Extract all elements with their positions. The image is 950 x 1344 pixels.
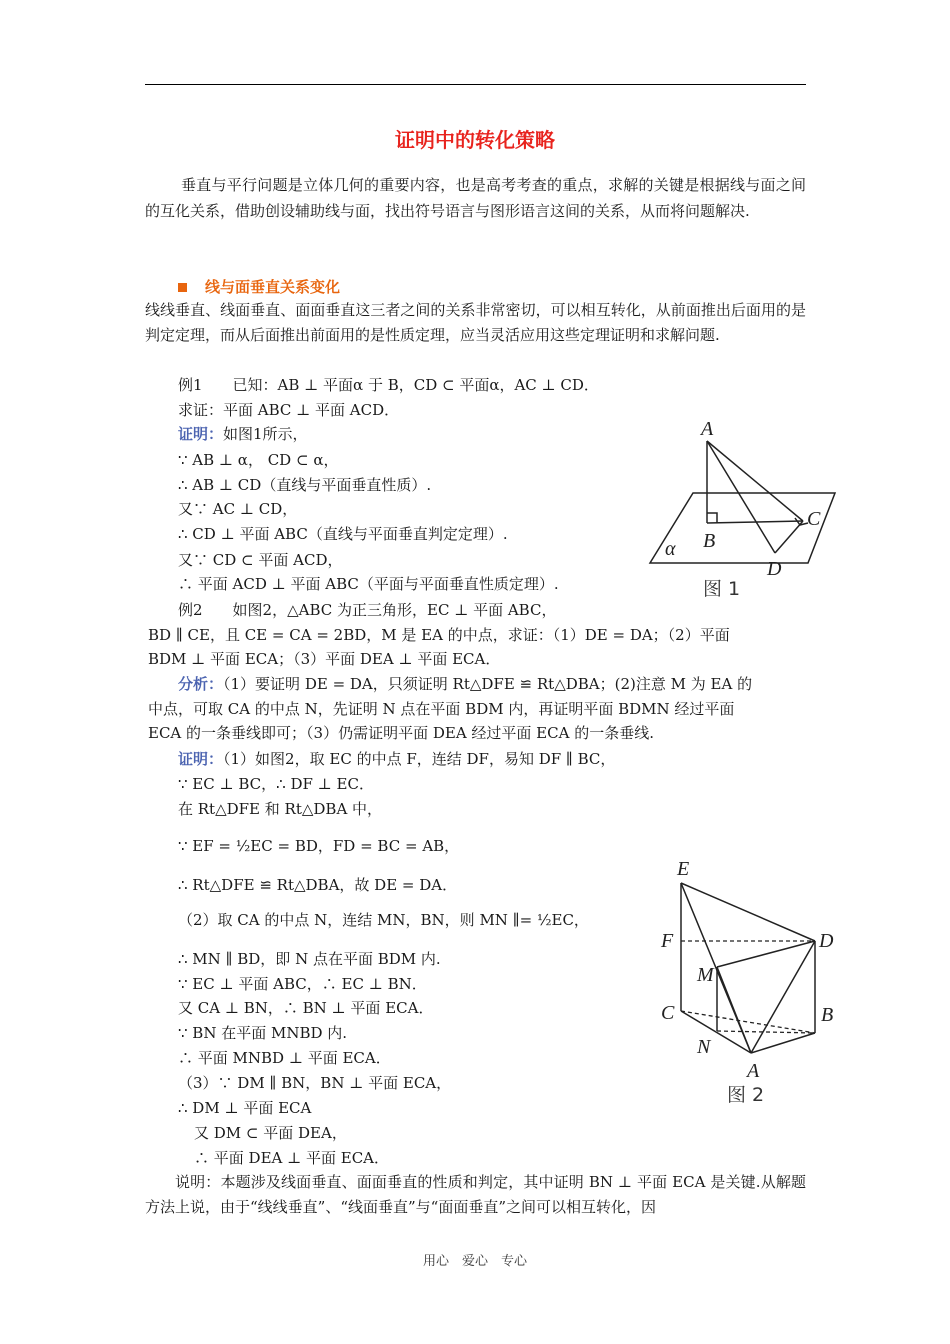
proof-text: ECA 的一条垂线即可；（3）仍需证明平面 DEA 经过平面 ECA 的一条垂线.	[148, 724, 654, 742]
proof-line	[178, 374, 599, 395]
proof-line	[178, 523, 508, 544]
proof-text: ∴ 平面 DEA ⊥ 平面 ECA．	[194, 1149, 390, 1167]
proof-text: （2）取 CA 的中点 N，连结 MN，BN，则 MN ∥= ½EC，	[178, 911, 589, 929]
proof-text: ∴ 平面 MNBD ⊥ 平面 ECA．	[178, 1049, 391, 1067]
proof-line	[178, 948, 441, 969]
section-title: 线与面垂直关系变化	[205, 278, 341, 296]
proof-text: ∴ AB ⊥ CD（直线与平面垂直性质）.	[178, 476, 432, 494]
figure-1	[645, 415, 840, 605]
fig2-caption: 图 2	[727, 1084, 765, 1106]
proof-text: （3）∵ DM ∥ BN，BN ⊥ 平面 ECA，	[178, 1074, 452, 1092]
proof-line	[178, 673, 752, 694]
proof-label: 分析：	[178, 675, 224, 693]
proof-label: 证明：	[178, 425, 224, 443]
proof-line	[194, 1147, 389, 1168]
fig1-label-D: D	[767, 558, 782, 580]
proof-line	[178, 874, 457, 895]
square-bullet-icon	[178, 283, 187, 292]
proof-line	[148, 722, 654, 743]
section-heading	[178, 276, 340, 297]
proof-line	[178, 1022, 347, 1043]
proof-text: ∵ EF = ½EC = BD，FD = BC = AB，	[178, 837, 460, 855]
proof-line	[178, 997, 433, 1018]
fig1-label-alpha: α	[665, 538, 676, 560]
proof-line	[178, 1097, 311, 1118]
fig2-label-E: E	[677, 858, 690, 880]
proof-text: ∴ DM ⊥ 平面 ECA	[178, 1099, 312, 1117]
proof-text: 如图1所示，	[223, 425, 308, 443]
proof-text: 求证：平面 ABC ⊥ 平面 ACD．	[178, 401, 400, 419]
proof-text: BDM ⊥ 平面 ECA；（3）平面 DEA ⊥ 平面 ECA．	[148, 650, 501, 668]
proof-line	[178, 835, 459, 856]
proof-text: 又 DM ⊂ 平面 DEA，	[194, 1124, 347, 1142]
proof-label: 证明：	[178, 750, 224, 768]
proof-text: 又 CA ⊥ BN，∴ BN ⊥ 平面 ECA．	[178, 999, 434, 1017]
proof-text: 又∵ CD ⊂ 平面 ACD，	[178, 551, 343, 569]
fig2-label-D: D	[819, 930, 834, 952]
fig2-label-A: A	[747, 1060, 760, 1082]
proof-text: ∴ Rt△DFE ≌ Rt△DBA，故 DE = DA．	[178, 876, 458, 894]
proof-text: 例2 如图2，△ABC 为正三角形，EC ⊥ 平面 ABC，	[178, 601, 557, 619]
fig2-label-C: C	[661, 1002, 675, 1024]
proof-line	[148, 698, 734, 719]
proof-line	[178, 449, 338, 470]
proof-text: （1）如图2，取 EC 的中点 F，连结 DF，易知 DF ∥ BC，	[223, 750, 616, 768]
fig1-label-B: B	[703, 530, 716, 552]
fig2-label-N: N	[697, 1036, 711, 1058]
proof-line	[178, 573, 559, 594]
proof-text: 例1 已知：AB ⊥ 平面α 于 B，CD ⊂ 平面α，AC ⊥ CD．	[178, 376, 599, 394]
figure-2	[655, 855, 845, 1110]
proof-line	[178, 474, 431, 495]
proof-line	[178, 1072, 451, 1093]
proof-text: ∵ EC ⊥ BC，∴ DF ⊥ EC．	[178, 775, 374, 793]
proof-line	[178, 549, 342, 570]
fig2-label-F: F	[661, 930, 674, 952]
proof-text: ∴ CD ⊥ 平面 ABC（直线与平面垂直判定定理）.	[178, 525, 508, 543]
proof-text: ∵ BN 在平面 MNBD 内.	[178, 1024, 348, 1042]
proof-line	[178, 423, 308, 444]
fig2-label-M: M	[697, 964, 714, 986]
proof-text: BD ∥ CE，且 CE = CA = 2BD，M 是 EA 的中点，求证：（1）DE = DA；（2）平面	[148, 626, 730, 644]
proof-text: ∵ EC ⊥ 平面 ABC，∴ EC ⊥ BN．	[178, 975, 427, 993]
proof-text: ∴ MN ∥ BD，即 N 点在平面 BDM 内.	[178, 950, 441, 968]
proof-line	[148, 648, 500, 669]
fig1-caption: 图 1	[703, 578, 741, 600]
proof-line	[194, 1122, 347, 1143]
proof-line	[148, 624, 730, 645]
closing-paragraph: 说明：本题涉及线面垂直、面面垂直的性质和判定，其中证明 BN ⊥ 平面 ECA 是关键.从解题方法上说，由于“线线垂直”、“线面垂直”与“面面垂直”之间可以相互转化，因	[145, 1173, 806, 1216]
proof-text: ∴ 平面 ACD ⊥ 平面 ABC（平面与平面垂直性质定理）.	[178, 575, 559, 593]
proof-line	[178, 773, 374, 794]
proof-line	[178, 909, 589, 930]
proof-line	[178, 798, 382, 819]
intro-paragraph: 垂直与平行问题是立体几何的重要内容，也是高考考查的重点，求解的关键是根据线与面之间的互化关系，借助创设辅助线与面，找出符号语言与图形语言这间的关系，从而将问题解决.	[145, 176, 806, 220]
proof-line	[178, 399, 399, 420]
header-rule	[145, 84, 806, 85]
proof-text: （1）要证明 DE = DA，只须证明 Rt△DFE ≌ Rt△DBA；(2)注意 M 为 EA 的	[223, 675, 753, 693]
proof-text: ∵ AB ⊥ α， CD ⊂ α，	[178, 451, 339, 469]
proof-line	[178, 973, 427, 994]
section-paragraph: 线线垂直、线面垂直、面面垂直这三者之间的关系非常密切，可以相互转化，从前面推出后面用的是判定定理，而从后面推出前面用的是性质定理，应当灵活应用这些定理证明和求解问题.	[145, 301, 806, 344]
proof-text: 在 Rt△DFE 和 Rt△DBA 中，	[178, 800, 383, 818]
page-footer: 用心 爱心 专心	[422, 1254, 527, 1269]
proof-line	[178, 748, 615, 769]
proof-text: 又∵ AC ⊥ CD，	[178, 500, 298, 518]
proof-line	[178, 599, 556, 620]
proof-text: 中点，可取 CA 的中点 N，先证明 N 点在平面 BDM 内，再证明平面 BDMN 经过平面	[148, 700, 735, 718]
page-title: 证明中的转化策略	[395, 128, 555, 152]
fig1-label-C: C	[807, 508, 821, 530]
proof-line	[178, 498, 297, 519]
fig1-label-A: A	[701, 418, 714, 440]
proof-line	[178, 1047, 391, 1068]
fig2-label-B: B	[821, 1004, 834, 1026]
